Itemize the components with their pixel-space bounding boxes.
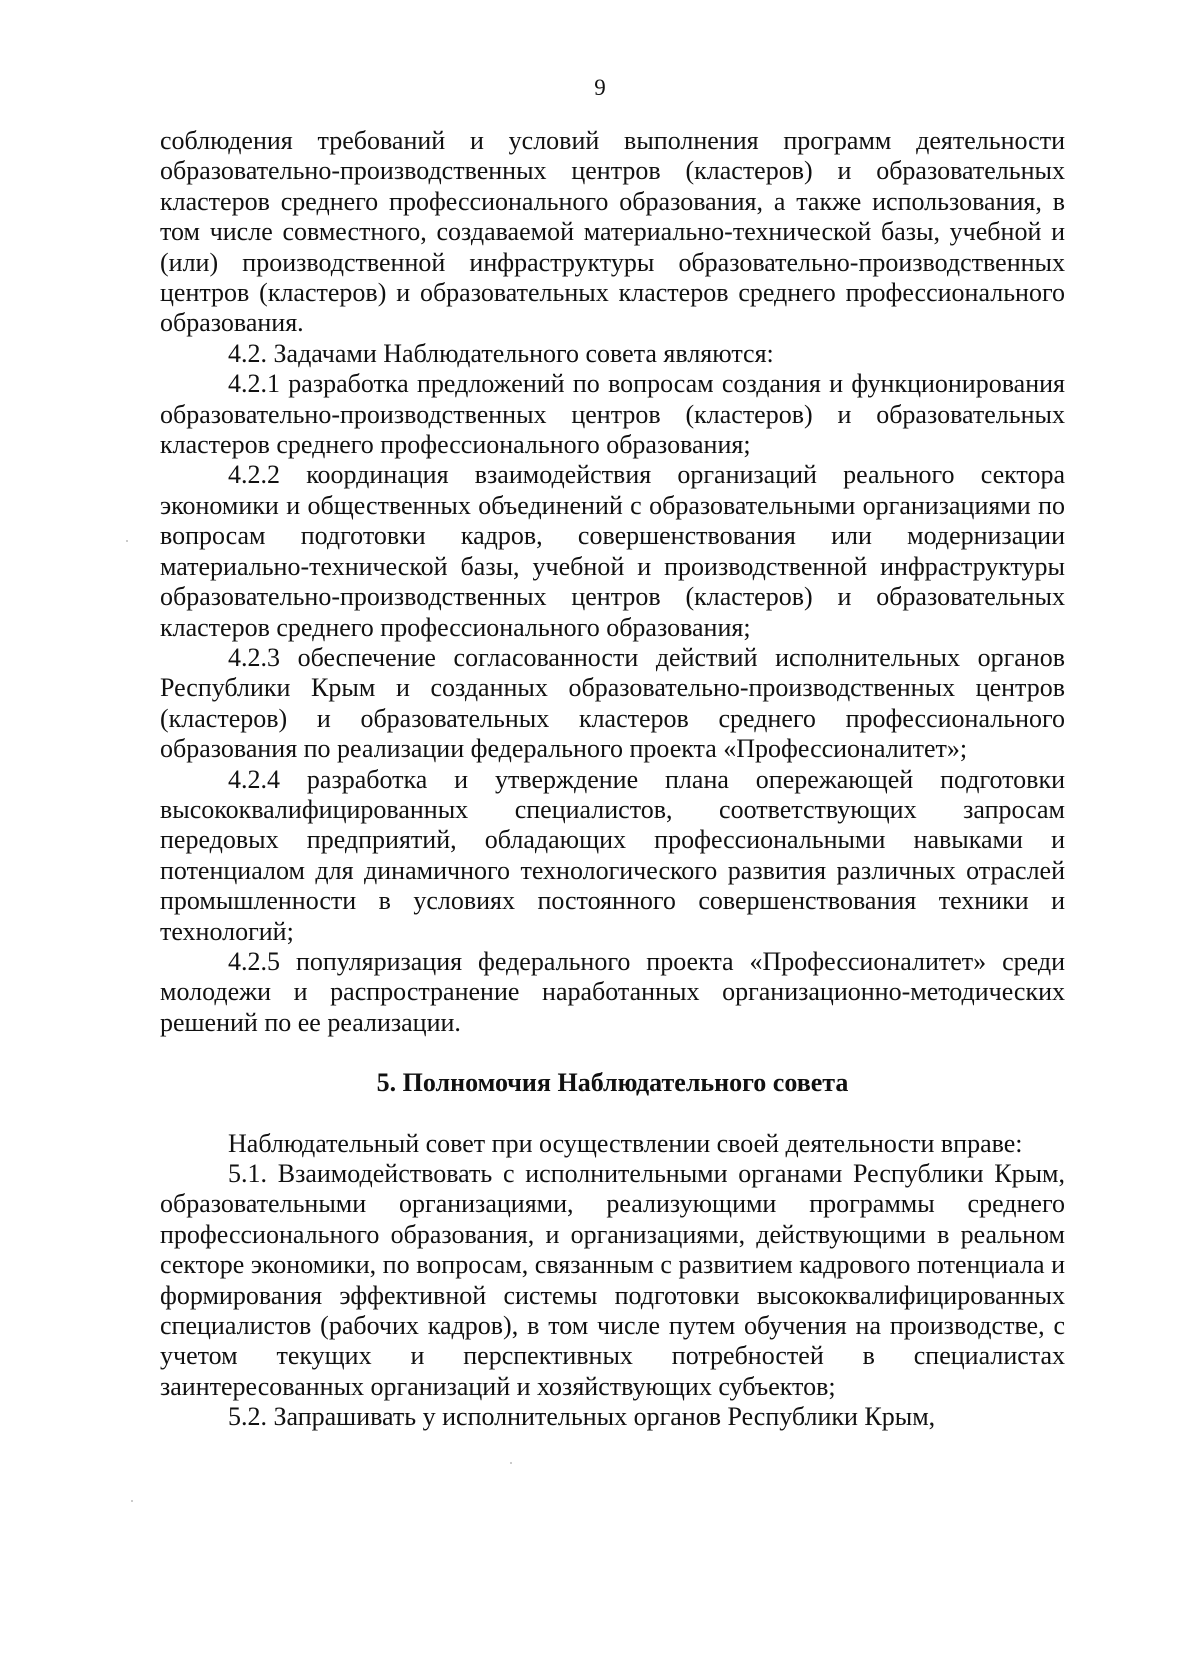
paragraphs-bottom xyxy=(160,1129,1065,1433)
paragraph: 5.2. Запрашивать у исполнительных органов Республики Крым, xyxy=(228,1402,936,1432)
paragraph: 4.2.3 обеспечение согласованности действий исполнительных органов Республики Крым и созданных образовательно-производственных центров (кластеров) и образовательных кластеров среднего профессионального образования по реализации федерального проекта «Профессионалитет»; xyxy=(160,642,1065,764)
scan-speck xyxy=(126,540,128,542)
paragraph: 5.1. Взаимодействовать с исполнительными органами Республики Крым, образовательными организациями, реализующими программы среднего профессионального образования, и организациями, действующими в реальном секторе экономики, по вопросам, связанным с развитием кадрового потенциала и формирования эффективной системы подготовки высококвалифицированных специалистов (рабочих кадров), в том числе путем обучения на производстве, с учетом текущих и перспективных потребностей в специалистах заинтересованных организаций и хозяйствующих субъектов; xyxy=(160,1159,1065,1401)
scan-speck xyxy=(510,1462,512,1464)
paragraph: 4.2.2 координация взаимодействия организаций реального сектора экономики и общественных объединений с образовательными организациями по вопросам подготовки кадров, совершенствования или модернизации материально-технической базы, учебной и производственной инфраструктуры образовательно-производственных центров (кластеров) и образовательных кластеров среднего профессионального образования; xyxy=(160,460,1065,642)
paragraphs-top xyxy=(160,126,1065,1038)
document-body xyxy=(160,126,1065,1433)
paragraph: соблюдения требований и условий выполнения программ деятельности образовательно-производственных центров (кластеров) и образовательных кластеров среднего профессионального образования, а также использования, в том числе совместного, создаваемой материально-технической базы, учебной и (или) производственной инфраструктуры образовательно-производственных центров (кластеров) и образовательных кластеров среднего профессионального образования. xyxy=(160,126,1065,338)
paragraph: 4.2.4 разработка и утверждение плана опережающей подготовки высококвалифицированных специалистов, соответствующих запросам передовых предприятий, обладающих профессиональными навыками и потенциалом для динамичного технологического развития различных отраслей промышленности в условиях постоянного совершенствования техники и технологий; xyxy=(160,764,1065,946)
scan-speck xyxy=(131,1500,133,1502)
section-heading: 5. Полномочия Наблюдательного совета xyxy=(376,1068,849,1098)
paragraph: 4.2.1 разработка предложений по вопросам создания и функционирования образовательно-производственных центров (кластеров) и образовательных кластеров среднего профессионального образования; xyxy=(160,369,1065,460)
paragraph: Наблюдательный совет при осуществлении своей деятельности вправе: xyxy=(228,1128,1023,1158)
paragraph: 4.2. Задачами Наблюдательного совета являются: xyxy=(228,338,774,368)
paragraph: 4.2.5 популяризация федерального проекта «Профессионалитет» среди молодежи и распространение наработанных организационно-методических решений по ее реализации. xyxy=(160,946,1065,1037)
page-number: 9 xyxy=(594,75,606,100)
